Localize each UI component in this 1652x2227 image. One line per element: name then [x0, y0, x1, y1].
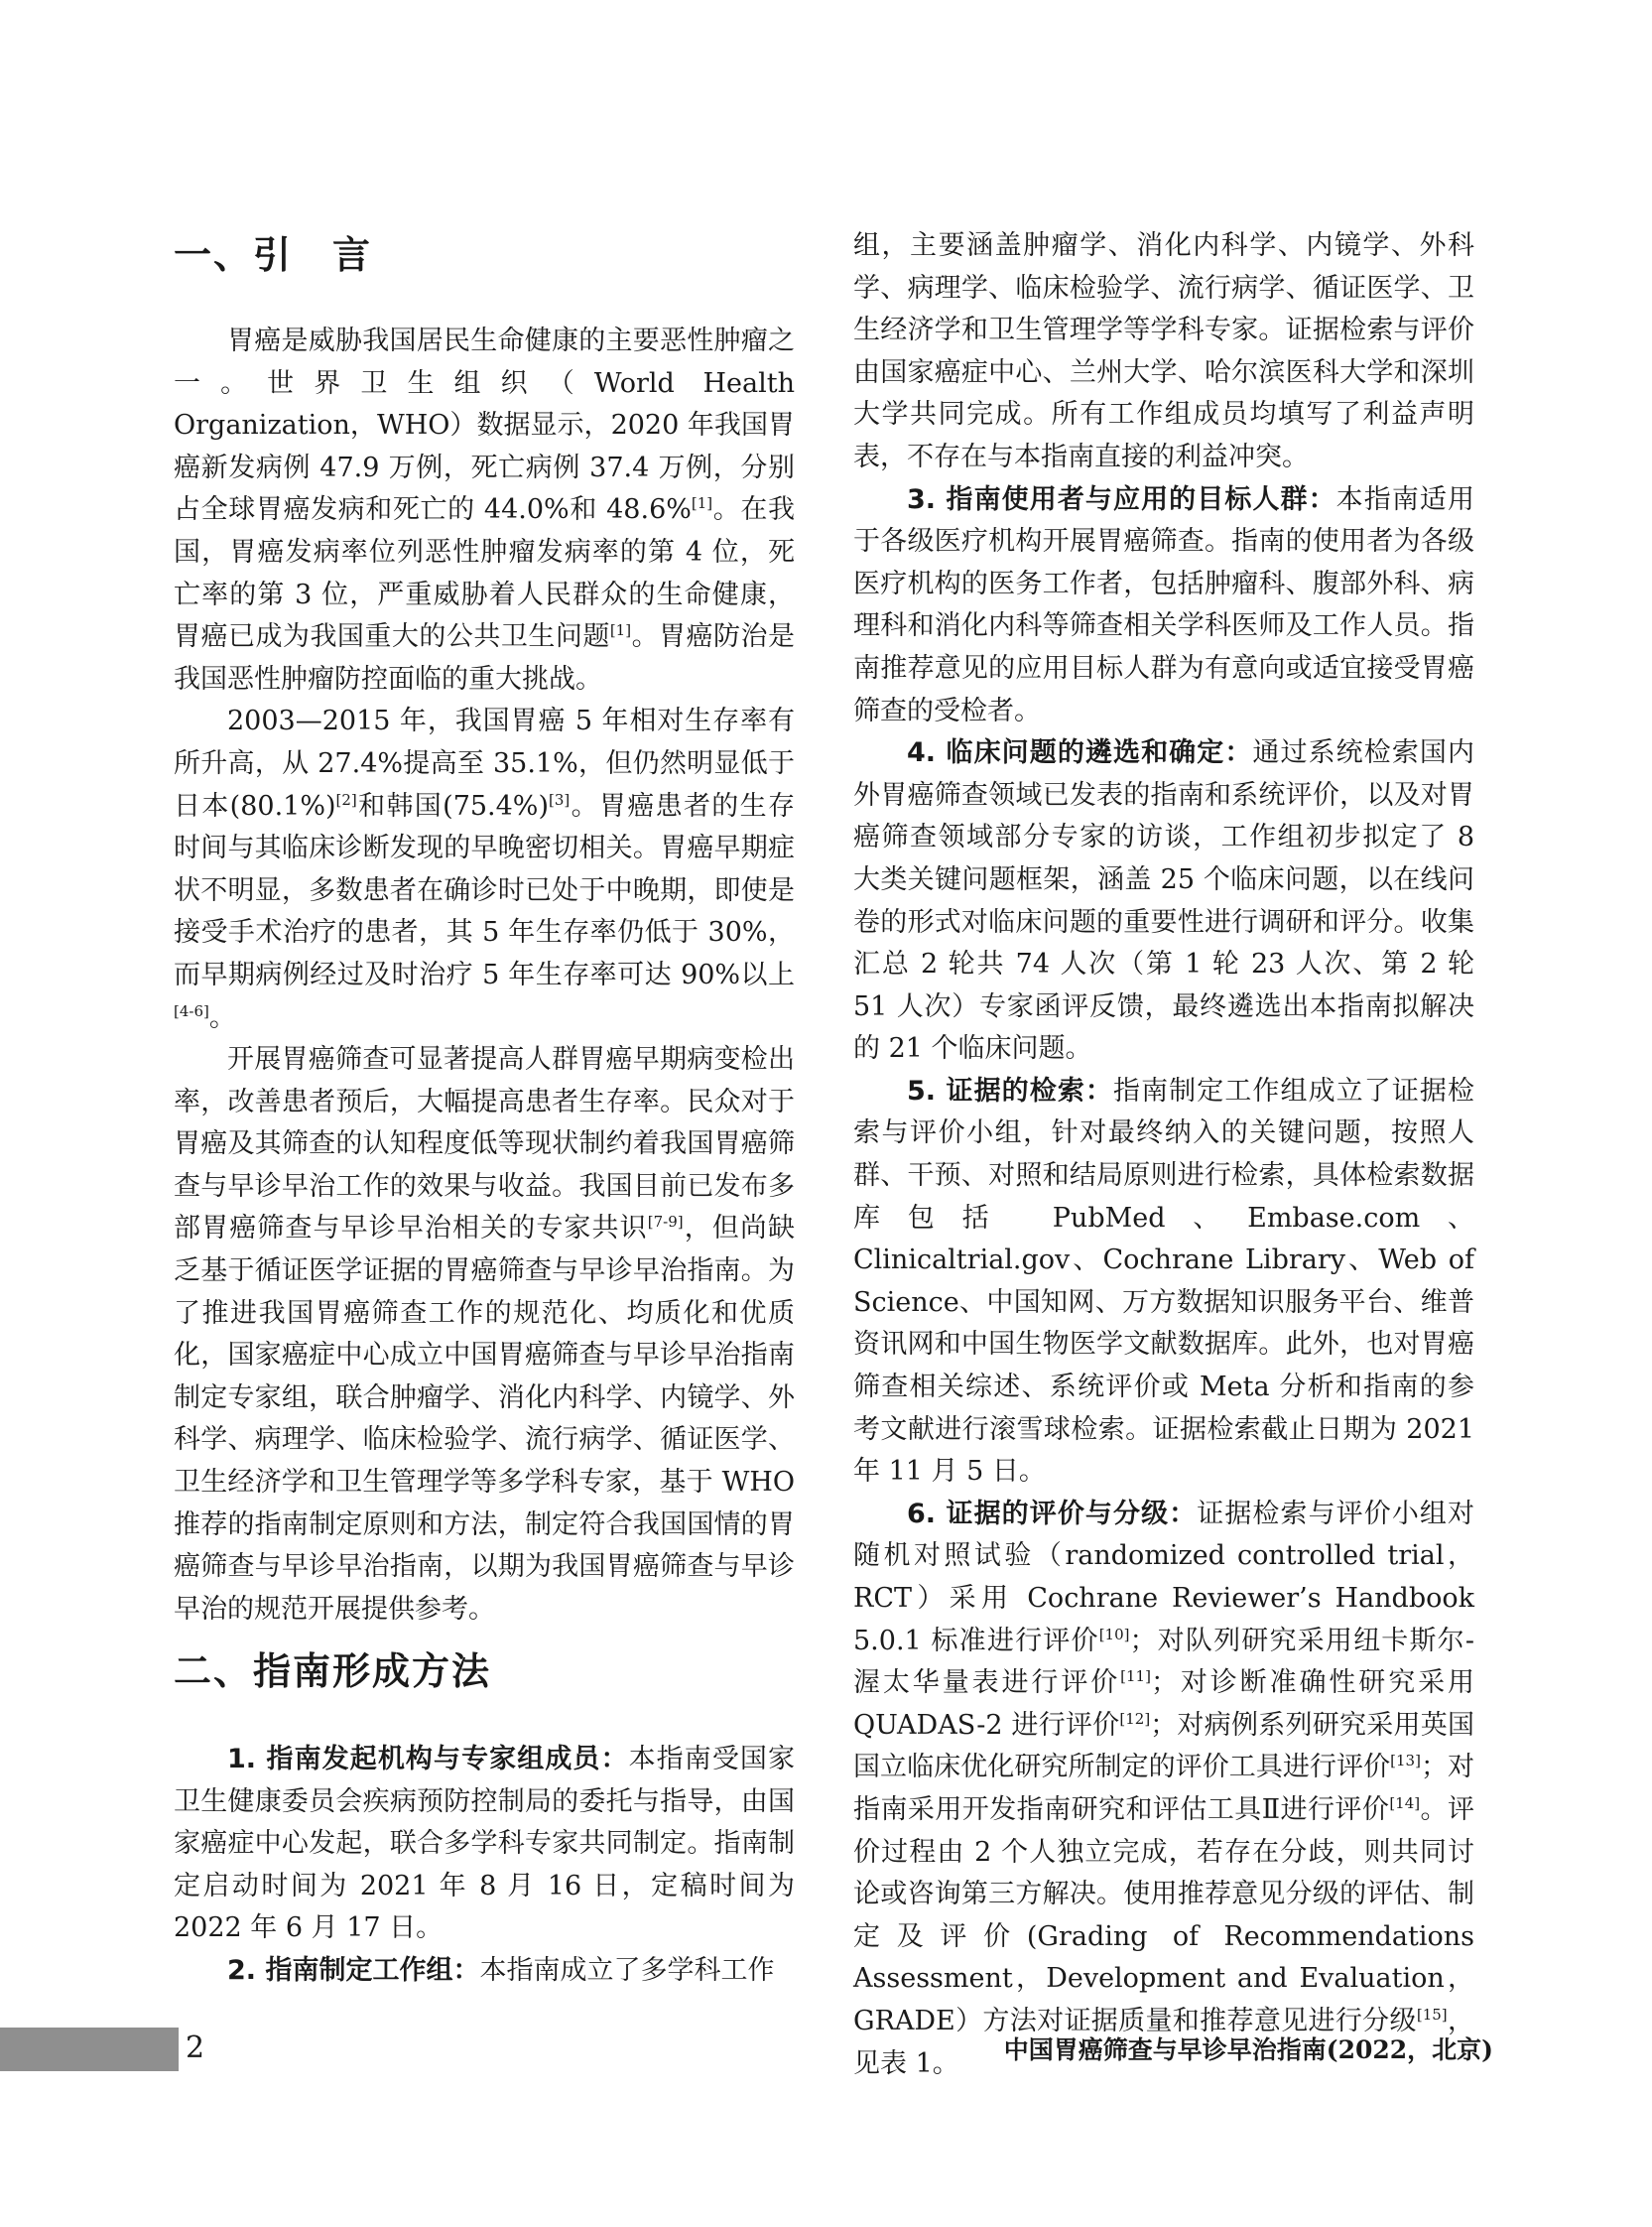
method-item-6: 6. 证据的评价与分级：证据检索与评价小组对随机对照试验（randomized controlled trial，RCT）采用 Cochrane Reviewer’s Handbook 5.0.1 标准进行评价[10]；对队列研究采用纽卡斯尔-渥太华量表进行评价[11]；对诊断准确性研究采用 QUADAS-2 进行评价[12]；对病例系列研究采用英国国立临床优化研究所制定的评价工具进行评价[13]；对指南采用开发指南研究和评估工具Ⅱ进行评价[14]。评价过程由 2 个人独立完成，若存在分歧，则共同讨论或咨询第三方解决。使用推荐意见分级的评估、制定及评价(Grading of Recommendations Assessment，Development and Evaluation，GRADE）方法对证据质量和推荐意见进行分级[15]，见表 1。 [853, 1498, 1475, 2079]
intro-paragraph-2: 2003—2015 年，我国胃癌 5 年相对生存率有所升高，从 27.4%提高至 35.1%，但仍然明显低于日本(80.1%)[2]和韩国(75.4%)[3]。胃癌患者的生存时间与其临床诊断发现的早晚密切相关。胃癌早期症状不明显，多数患者在确诊时已处于中晚期，即使是接受手术治疗的患者，其 5 年生存率仍低于 30%，而早期病例经过及时治疗 5 年生存率可达 90%以上[4-6]。 [174, 706, 795, 1033]
method-item-2: 2. 指南制定工作组：本指南成立了多学科工作 [227, 1954, 775, 1986]
method-item-3: 3. 指南使用者与应用的目标人群：本指南适用于各级医疗机构开展胃癌筛查。指南的使用者为各级医疗机构的医务工作者，包括肿瘤科、腹部外科、病理科和消化内科等筛查相关学科医师及工作人员。指南推荐意见的应用目标人群为有意向或适宜接受胃癌筛查的受检者。 [853, 483, 1474, 726]
methods-right [853, 225, 1474, 2085]
methods-left [174, 1739, 795, 1993]
intro-paragraph-1: 胃癌是威胁我国居民生命健康的主要恶性肿瘤之一。世界卫生组织（World Health Organization，WHO）数据显示，2020 年我国胃癌新发病例 47.9 万例，死亡病例 37.4 万例，分别占全球胃癌发病和死亡的 44.0%和 48.6%[1]。在我国，胃癌发病率位列恶性肿瘤发病率的第 4 位，死亡率的第 3 位，严重威胁着人民群众的生命健康，胃癌已成为我国重大的公共卫生问题[1]。胃癌防治是我国恶性肿瘤防控面临的重大挑战。 [174, 326, 796, 695]
method-item-1: 1. 指南发起机构与专家组成员：本指南受国家卫生健康委员会疾病预防控制局的委托与指导，由国家癌症中心发起，联合多学科专家共同制定。指南制定启动时间为 2021 年 8 月 16 日，定稿时间为 2022 年 6 月 17 日。 [174, 1744, 796, 1944]
section-2-heading: 二、指南形成方法 [174, 1649, 492, 1693]
method-item-2-continued: 组，主要涵盖肿瘤学、消化内科学、内镜学、外科学、病理学、临床检验学、流行病学、循证医学、卫生经济学和卫生管理学等学科专家。证据检索与评价由国家癌症中心、兰州大学、哈尔滨医科大学和深圳大学共同完成。所有工作组成员均填写了利益声明表，不存在与本指南直接的利益冲突。 [853, 230, 1474, 472]
footer-bar [0, 2028, 179, 2071]
method-item-4: 4. 临床问题的遴选和确定：通过系统检索国内外胃癌筛查领域已发表的指南和系统评价，以及对胃癌筛查领域部分专家的访谈，工作组初步拟定了 8 大类关键问题框架，涵盖 25 个临床问题，以在线问卷的形式对临床问题的重要性进行调研和评分。收集汇总 2 轮共 74 人次（第 1 轮 23 人次、第 2 轮 51 人次）专家函评反馈，最终遴选出本指南拟解决的 21 个临床问题。 [853, 737, 1474, 1065]
page-number: 2 [186, 2030, 205, 2065]
intro-paragraph-3: 开展胃癌筛查可显著提高人群胃癌早期病变检出率，改善患者预后，大幅提高患者生存率。民众对于胃癌及其筛查的认知程度低等现状制约着我国胃癌筛查与早诊早治工作的效果与收益。我国目前已发布多部胃癌筛查与早诊早治相关的专家共识[7-9]，但尚缺乏基于循证医学证据的胃癌筛查与早诊早治指南。为了推进我国胃癌筛查工作的规范化、均质化和优质化，国家癌症中心成立中国胃癌筛查与早诊早治指南制定专家组，联合肿瘤学、消化内科学、内镜学、外科学、病理学、临床检验学、流行病学、循证医学、卫生经济学和卫生管理学等多学科专家，基于 WHO 推荐的指南制定原则和方法，制定符合我国国情的胃癌筛查与早诊早治指南，以期为我国胃癌筛查与早诊早治的规范开展提供参考。 [174, 1044, 796, 1625]
running-title: 中国胃癌筛查与早诊早治指南(2022，北京) [1003, 2035, 1493, 2064]
intro-paragraphs [174, 321, 795, 1631]
section-1-heading: 一、引 言 [174, 233, 373, 277]
method-item-5: 5. 证据的检索：指南制定工作组成立了证据检索与评价小组，针对最终纳入的关键问题，按照人群、干预、对照和结局原则进行检索，具体检索数据库包括 PubMed、Embase.com、Clinicaltrial.gov、Cochrane Library、Web of Science、中国知网、万方数据知识服务平台、维普资讯网和中国生物医学文献数据库。此外，也对胃癌筛查相关综述、系统评价或 Meta 分析和指南的参考文献进行滚雪球检索。证据检索截止日期为 2021 年 11 月 5 日。 [853, 1075, 1474, 1488]
